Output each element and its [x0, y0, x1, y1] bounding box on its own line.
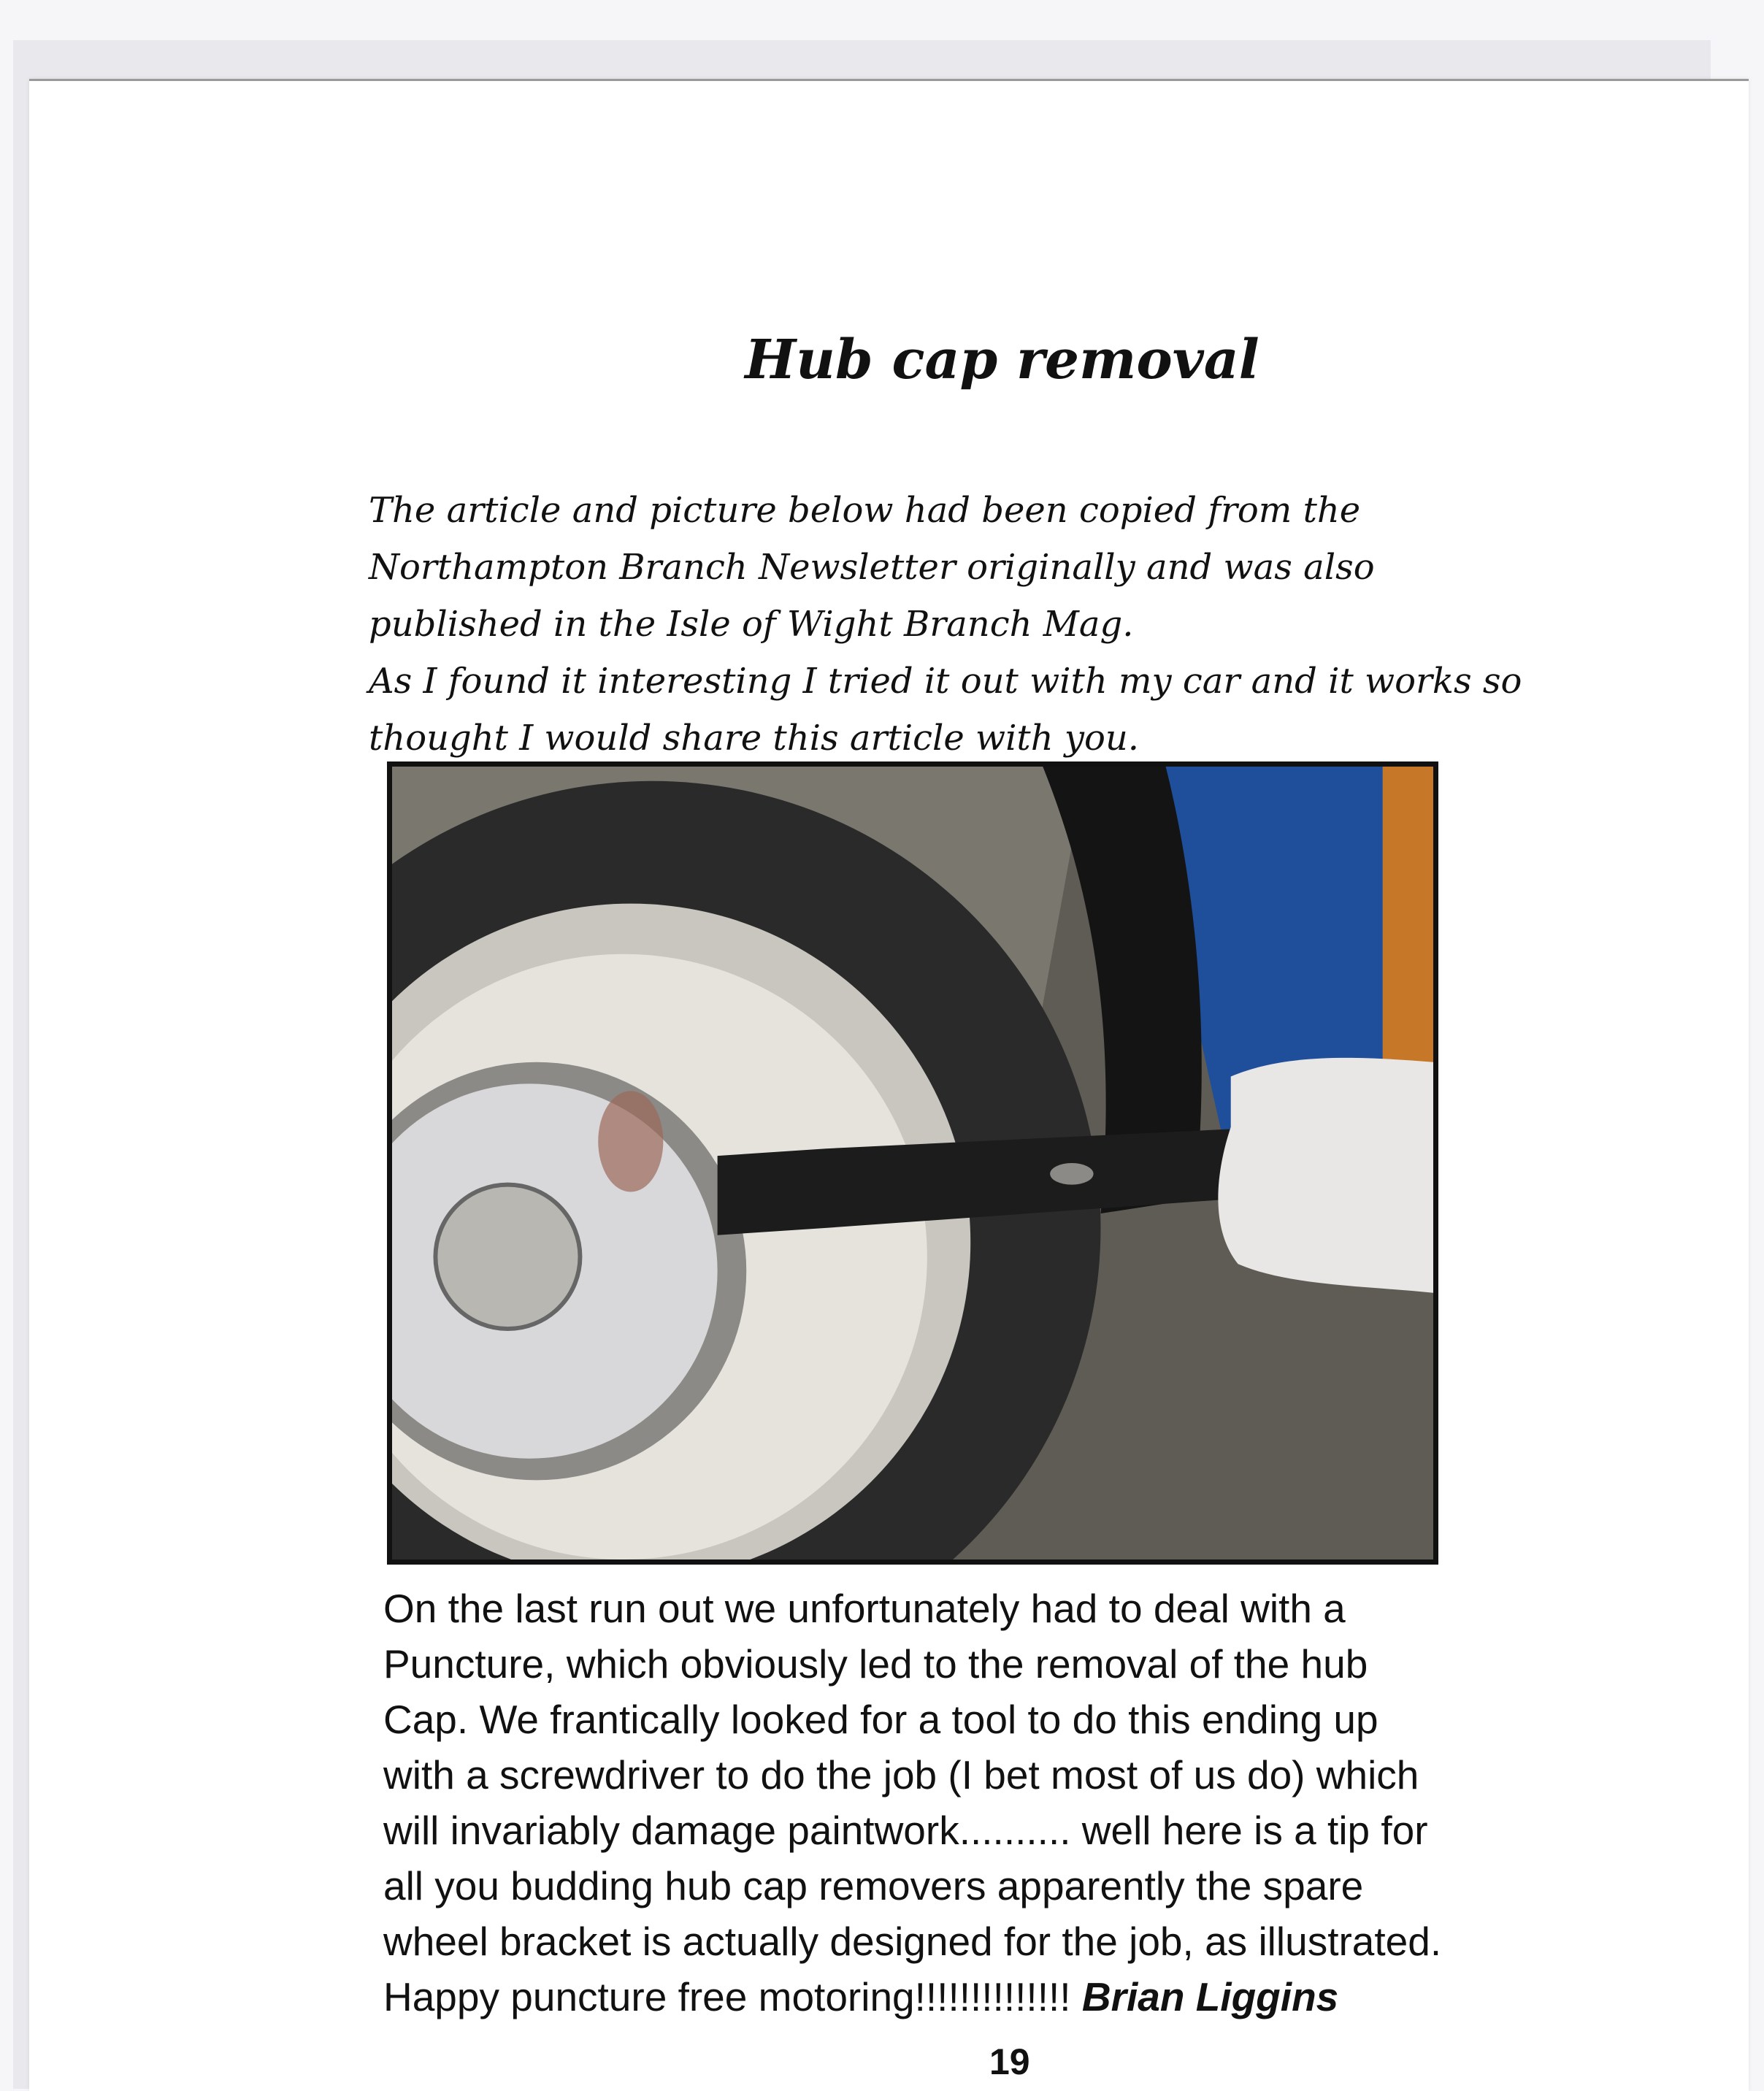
article-intro — [369, 482, 1676, 767]
intro-line: published in the Isle of Wight Branch Mag. — [369, 604, 1134, 645]
intro-line: thought I would share this article with you. — [369, 718, 1140, 759]
body-line: wheel bracket is actually designed for the job, as illustrated. — [383, 1919, 1442, 1964]
body-line: Cap. We frantically looked for a tool to do this ending up — [383, 1697, 1378, 1742]
article-author: Brian Liggins — [1081, 1974, 1339, 2019]
hub-cap-removal-photo — [392, 767, 1433, 1559]
intro-line: The article and picture below had been copied from the — [369, 490, 1361, 531]
body-line: will invariably damage paintwork.......... well here is a tip for — [383, 1808, 1428, 1853]
closing-line — [383, 1969, 1654, 2025]
intro-line: Northampton Branch Newsletter originally and was also — [369, 547, 1375, 588]
article-body — [383, 1581, 1654, 2025]
page-number: 19 — [989, 2041, 1030, 2082]
body-line: all you budding hub cap removers apparently the spare — [383, 1863, 1364, 1908]
body-line: On the last run out we unfortunately had to deal with a — [383, 1586, 1346, 1631]
body-line: Puncture, which obviously led to the removal of the hub — [383, 1641, 1368, 1687]
hand — [1218, 1058, 1433, 1293]
body-line: with a screwdriver to do the job (I bet most of us do) which — [383, 1752, 1419, 1798]
article-photo — [387, 761, 1438, 1565]
article-title: Hub cap removal — [745, 329, 1259, 391]
intro-line: As I found it interesting I tried it out with my car and it works so — [369, 661, 1522, 702]
closing-text: Happy puncture free motoring!!!!!!!!!!!!!! — [383, 1974, 1082, 2019]
hub-cap-emblem — [435, 1185, 580, 1329]
